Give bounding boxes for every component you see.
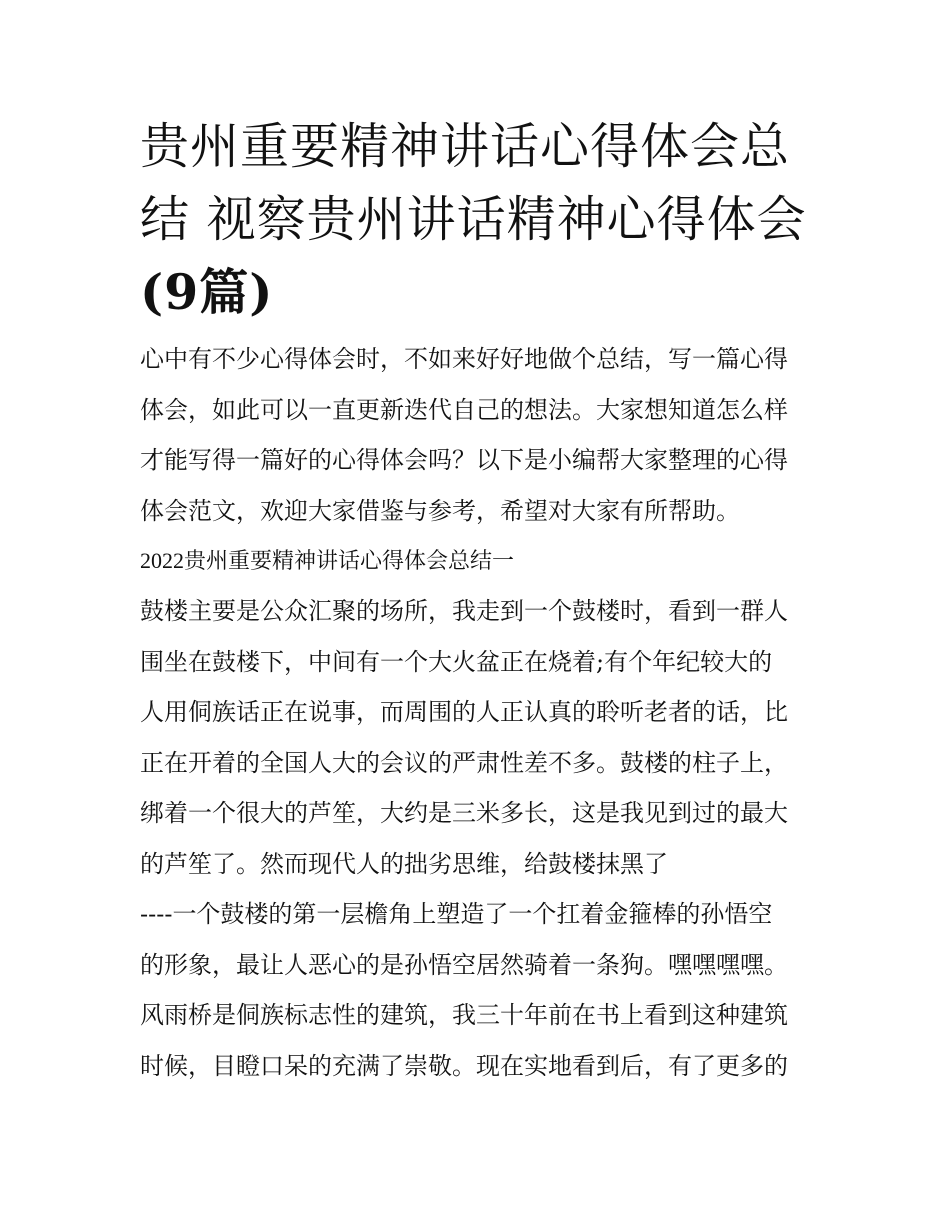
- body-line: 正在开着的全国人大的会议的严肃性差不多。鼓楼的柱子上，: [140, 748, 788, 777]
- body-line: 的芦笙了。然而现代人的拙劣思维，给鼓楼抹黑了: [140, 849, 668, 878]
- intro-line: 体会范文，欢迎大家借鉴与参考，希望对大家有所帮助。: [140, 496, 740, 525]
- intro-line: 体会，如此可以一直更新迭代自己的想法。大家想知道怎么样: [140, 395, 788, 424]
- body-line: 的形象，最让人恶心的是孙悟空居然骑着一条狗。嘿嘿嘿嘿。: [140, 950, 788, 979]
- intro-line: 才能写得一篇好的心得体会吗？以下是小编帮大家整理的心得: [140, 446, 788, 474]
- section-heading: 2022贵州重要精神讲话心得体会总结一: [140, 548, 515, 573]
- body-line: 时候，目瞪口呆的充满了崇敬。现在实地看到后，有了更多的: [140, 1051, 788, 1080]
- title-line-2: 结 视察贵州讲话精神心得体会: [140, 191, 807, 248]
- body-line: 风雨桥是侗族标志性的建筑，我三十年前在书上看到这种建筑: [140, 1001, 788, 1029]
- document-body: [140, 334, 812, 1091]
- document-page: [140, 110, 812, 1091]
- body-line: 鼓楼主要是公众汇聚的场所，我走到一个鼓楼时，看到一群人: [140, 597, 788, 625]
- document-title: [140, 110, 812, 329]
- title-line-3: (9篇): [140, 263, 274, 321]
- body-line: 绑着一个很大的芦笙，大约是三米多长，这是我见到过的最大: [140, 799, 788, 827]
- intro-line: 心中有不少心得体会时，不如来好好地做个总结，写一篇心得: [140, 345, 788, 373]
- intro-paragraph: [140, 334, 812, 536]
- body-line: 围坐在鼓楼下，中间有一个大火盆正在烧着;有个年纪较大的: [140, 647, 773, 676]
- title-line-1: 贵州重要精神讲话心得体会总: [140, 118, 791, 175]
- body-line: ----一个鼓楼的第一层檐角上塑造了一个扛着金箍棒的孙悟空: [140, 900, 773, 928]
- body-line: 人用侗族话正在说事，而周围的人正认真的聆听老者的话，比: [140, 698, 788, 726]
- section-paragraph: [140, 586, 812, 1091]
